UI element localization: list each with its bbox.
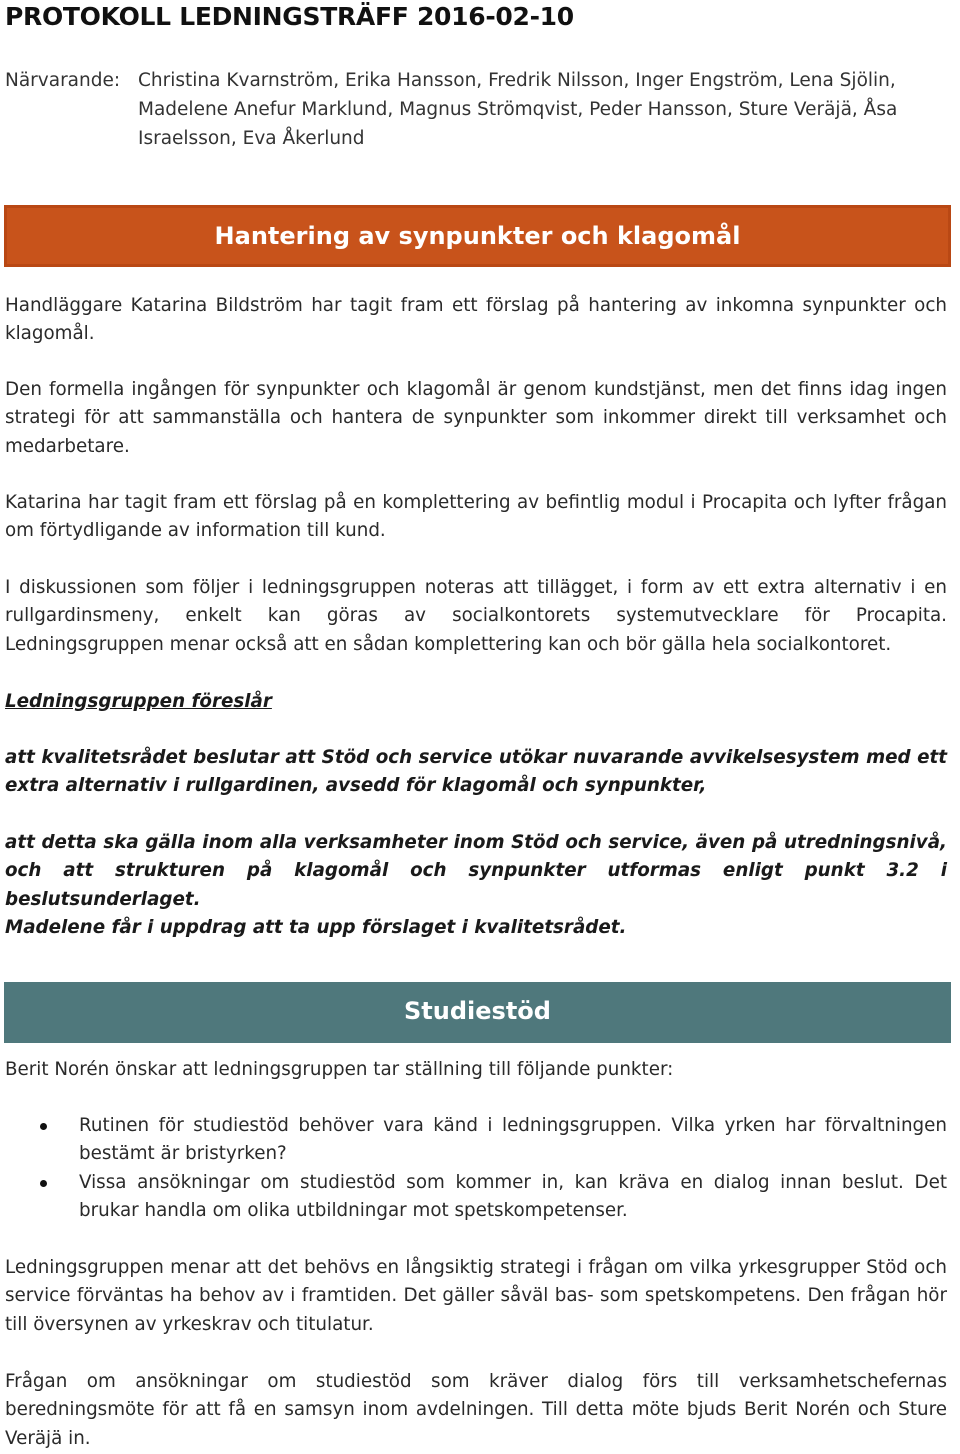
assignment-note: Madelene får i uppdrag att ta upp förslaget i kvalitetsrådet. [5, 917, 627, 938]
complaints-paragraph-2: Den formella ingången för synpunkter och klagomål är genom kundstjänst, men det finns idag ingen strategi för att sammanställa och hantera de synpunkter som inkommer direkt till verksamhet och medarbetare. [5, 379, 947, 457]
complaints-paragraph-4: I diskussionen som följer i ledningsgruppen noteras att tillägget, i form av ett extra alternativ i en rullgardinsmeny, enkelt kan göras av socialkontorets systemutvecklare för Procapita. Ledningsgruppen menar också att en sådan komplettering kan och bör gälla hela socialkontoret. [5, 577, 947, 655]
complaints-paragraph-1: Handläggare Katarina Bildström har tagit fram ett förslag på hantering av inkomna synpunkter och klagomål. [5, 295, 947, 345]
proposal-item-1: att kvalitetsrådet beslutar att Stöd och service utökar nuvarande avvikelsesystem med ett extra alternativ i rullgardinen, avsedd för klagomål och synpunkter, [5, 747, 947, 797]
study-support-intro: Berit Norén önskar att ledningsgruppen tar ställning till följande punkter: [5, 1059, 674, 1080]
complaints-paragraph-3: Katarina har tagit fram ett förslag på en komplettering av befintlig modul i Procapita och lyfter frågan om förtydligande av information till kund. [5, 492, 947, 542]
study-support-paragraph-2: Frågan om ansökningar om studiestöd som kräver dialog förs till verksamhetschefernas beredningsmöte för att få en samsyn inom avdelningen. Till detta möte bjuds Berit Norén och Sture Veräjä in. [5, 1371, 947, 1449]
bullet-icon [40, 1123, 47, 1130]
attendees-label: Närvarande: [5, 70, 121, 91]
bullet-icon [40, 1180, 47, 1187]
study-support-paragraph-1: Ledningsgruppen menar att det behövs en långsiktig strategi i frågan om vilka yrkesgrupper Stöd och service förväntas ha behov av i framtiden. Det gäller såväl bas- som spetskompetens. Den frågan hör till översynen av yrkeskrav och titulatur. [5, 1257, 947, 1335]
section-heading-complaints: Hantering av synpunkter och klagomål [4, 205, 951, 267]
study-support-bullet-list [0, 1112, 950, 1225]
section-heading-study-support: Studiestöd [4, 982, 951, 1043]
attendees-list: Christina Kvarnström, Erika Hansson, Fredrik Nilsson, Inger Engström, Lena Sjölin, Madelene Anefur Marklund, Magnus Strömqvist, Peder Hansson, Sture Veräjä, Åsa Israelsson, Eva Åkerlund [138, 70, 898, 149]
proposal-heading: Ledningsgruppen föreslår [5, 691, 272, 712]
list-item-text: Rutinen för studiestöd behöver vara känd i ledningsgruppen. Vilka yrken har förvaltningen bestämt är bristyrken? [79, 1115, 947, 1165]
page-title: PROTOKOLL LEDNINGSTRÄFF 2016-02-10 [5, 2, 574, 31]
list-item [0, 1112, 947, 1169]
proposal-item-2: att detta ska gälla inom alla verksamheter inom Stöd och service, även på utredningsnivå, och att strukturen på klagomål och synpunkter utformas enligt punkt 3.2 i beslutsunderlaget. [5, 832, 947, 910]
list-item [0, 1169, 947, 1226]
list-item-text: Vissa ansökningar om studiestöd som kommer in, kan kräva en dialog innan beslut. Det brukar handla om olika utbildningar mot spetskompetenser. [79, 1171, 947, 1221]
